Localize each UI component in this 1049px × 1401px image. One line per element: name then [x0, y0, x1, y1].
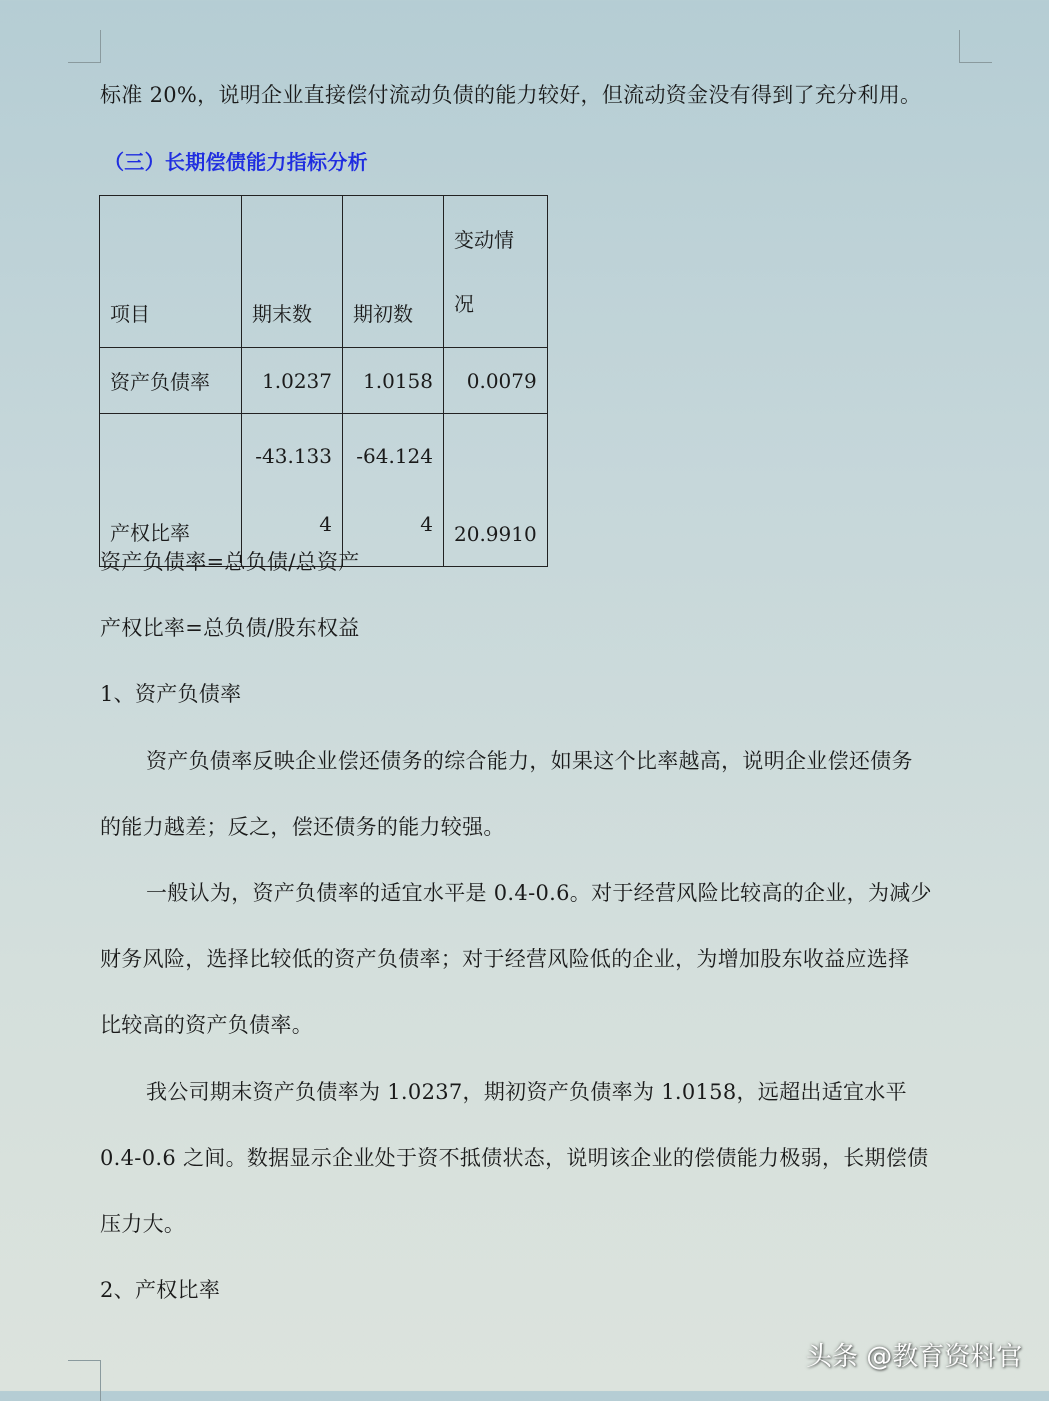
- row1-begin: 1.0158: [343, 348, 444, 414]
- header-item: 项目: [100, 196, 242, 348]
- paragraph-3-line-1: 我公司期末资产负债率为 1.0237，期初资产负债率为 1.0158，远超出适宜水平: [146, 1080, 907, 1104]
- paragraph-3-line-2: 0.4-0.6 之间。数据显示企业处于资不抵债状态，说明该企业的偿债能力极弱，长期偿债: [100, 1146, 929, 1170]
- table-row: [100, 414, 548, 567]
- subheading-debt-ratio: 1、资产负债率: [100, 682, 242, 706]
- crop-mark-top-left: [68, 30, 101, 63]
- section-heading: （三）长期偿债能力指标分析: [104, 150, 368, 174]
- row2-end: [242, 414, 343, 567]
- row2-change: 20.9910: [444, 414, 548, 567]
- paragraph-2-line-1: 一般认为，资产负债率的适宜水平是 0.4-0.6。对于经营风险比较高的企业，为减少: [146, 881, 932, 905]
- row2-item: 产权比率: [100, 414, 242, 567]
- header-change-line2: 况: [454, 292, 474, 316]
- formula-equity-ratio: 产权比率=总负债/股东权益: [100, 616, 360, 640]
- paragraph-1-line-2: 的能力越差；反之，偿还债务的能力较强。: [100, 815, 505, 839]
- row1-end: 1.0237: [242, 348, 343, 414]
- paragraph-1-line-1: 资产负债率反映企业偿还债务的综合能力，如果这个比率越高，说明企业偿还债务: [146, 749, 913, 773]
- table-header-row: [100, 196, 548, 348]
- header-change: [444, 196, 548, 348]
- solvency-table: [99, 195, 548, 567]
- header-change-line1: 变动情: [454, 228, 514, 252]
- paragraph-2-line-2: 财务风险，选择比较低的资产负债率；对于经营风险低的企业，为增加股东收益应选择: [100, 947, 910, 971]
- row2-end-line1: -43.133: [255, 444, 332, 468]
- crop-mark-top-right: [959, 30, 992, 63]
- row2-begin: [343, 414, 444, 567]
- table-row: [100, 348, 548, 414]
- row2-begin-line1: -64.124: [356, 444, 433, 468]
- paragraph-3-line-3: 压力大。: [100, 1212, 186, 1236]
- row1-item: 资产负债率: [100, 348, 242, 414]
- row2-begin-line2: 4: [420, 512, 433, 536]
- formula-debt-ratio: 资产负债率=总负债/总资产: [100, 550, 360, 574]
- watermark: 头条 @教育资料官: [806, 1342, 1023, 1372]
- crop-mark-bottom-left: [68, 1360, 101, 1401]
- subheading-equity-ratio: 2、产权比率: [100, 1278, 221, 1302]
- intro-line: 标准 20%，说明企业直接偿付流动负债的能力较好，但流动资金没有得到了充分利用。: [100, 83, 922, 107]
- paragraph-2-line-3: 比较高的资产负债率。: [100, 1013, 313, 1037]
- header-end: 期末数: [242, 196, 343, 348]
- row1-change: 0.0079: [444, 348, 548, 414]
- header-begin: 期初数: [343, 196, 444, 348]
- row2-end-line2: 4: [319, 512, 332, 536]
